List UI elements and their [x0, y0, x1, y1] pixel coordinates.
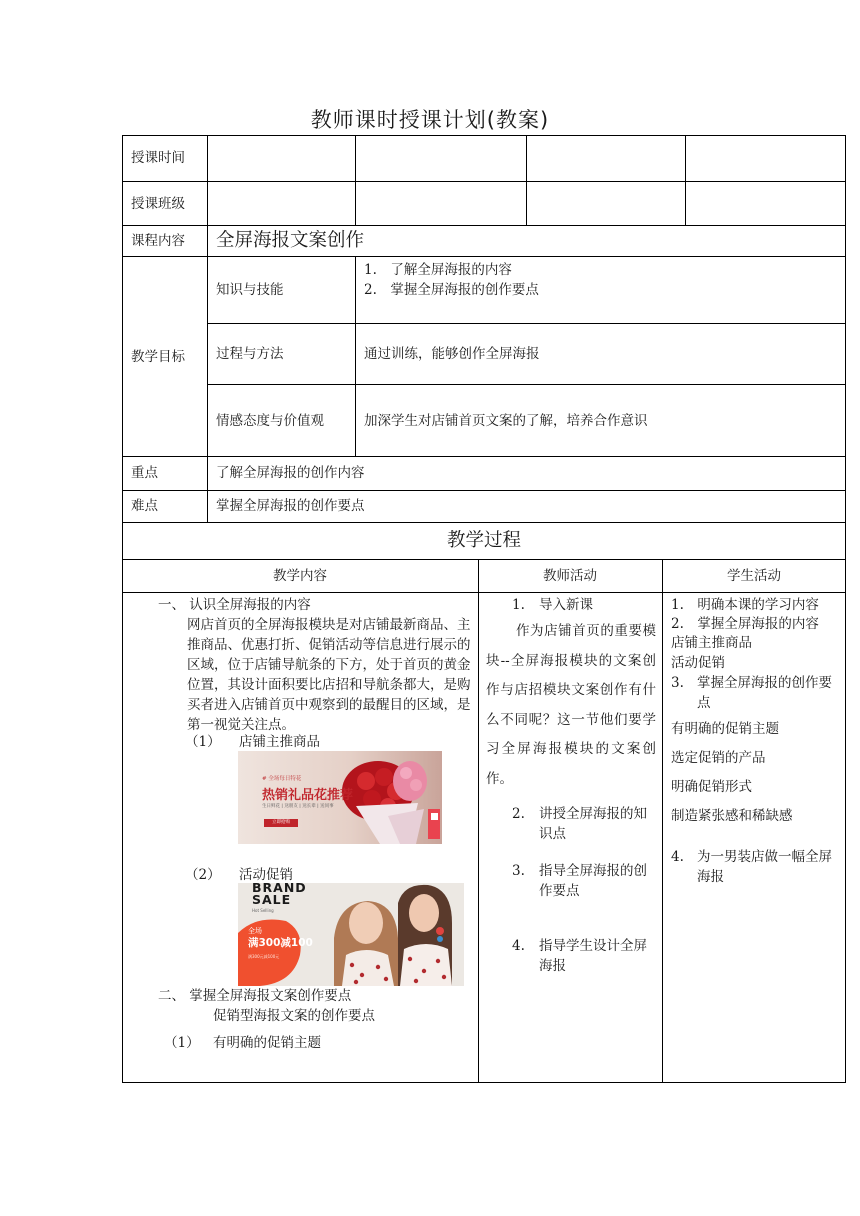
teacher-3-number: 3.	[512, 863, 525, 879]
student-item-8-text: 为一男装店做一幅全屏海报	[697, 849, 832, 885]
promo2-badge-line1: 全场	[248, 927, 262, 935]
student-item-5: 选定促销的产品	[671, 750, 766, 766]
student-item-7: 制造紧张感和稀缺感	[671, 808, 793, 824]
teacher-1-paragraph: 作为店铺首页的重要模块--全屏海报模块的文案创作与店招模块文案创作有什么不同呢？这一节他们要学习全屏海报模块的文案创作。	[486, 623, 656, 787]
promo1-sub: 生日鲜花 | 送朋友 | 送长辈 | 送同事	[262, 804, 334, 809]
page-title: 教师课时授课计划(教案)	[310, 108, 550, 132]
section-2-item-number: （1）	[164, 1035, 200, 1051]
key-value: 了解全屏海报的创作内容	[216, 465, 365, 481]
content-label: 课程内容	[131, 233, 185, 249]
student-item-3-text: 掌握全屏海报的创作要点	[697, 675, 832, 711]
col-divider	[526, 135, 527, 225]
teacher-1-text: 导入新课	[539, 597, 593, 613]
promo1-button: 立即抢购	[264, 819, 298, 827]
student-item-2: 2. 掌握全屏海报的内容	[671, 616, 819, 632]
student-item-1: 1. 明确本课的学习内容	[671, 597, 819, 613]
col-divider	[355, 135, 356, 225]
student-item-2b: 店铺主推商品	[671, 635, 752, 651]
knowledge-item-1: 1. 了解全屏海报的内容	[364, 262, 512, 278]
section-2-subtitle: 促销型海报文案的创作要点	[213, 1008, 375, 1024]
item-1-text: 店铺主推商品	[239, 734, 320, 750]
process-label: 过程与方法	[216, 346, 284, 362]
key-label: 重点	[131, 465, 158, 481]
knowledge-item-2: 2. 掌握全屏海报的创作要点	[364, 282, 539, 298]
item-2-number: （2）	[185, 867, 221, 883]
section-2-item-text: 有明确的促销主题	[213, 1035, 321, 1051]
knowledge-label: 知识与技能	[216, 282, 284, 298]
row-divider	[207, 384, 846, 385]
row-divider	[122, 225, 846, 226]
student-item-4: 有明确的促销主题	[671, 721, 779, 737]
row-divider	[207, 323, 846, 324]
section-1-title: 一、 认识全屏海报的内容	[158, 597, 311, 613]
col-divider	[207, 135, 208, 522]
col-divider	[355, 256, 356, 456]
difficulty-value: 掌握全屏海报的创作要点	[216, 498, 365, 514]
student-item-6: 明确促销形式	[671, 779, 752, 795]
teacher-3-text: 指导全屏海报的创作要点	[539, 863, 647, 899]
student-item-2c: 活动促销	[671, 655, 725, 671]
row-divider	[122, 181, 846, 182]
col-header-content: 教学内容	[273, 568, 327, 584]
row-divider	[122, 490, 846, 491]
process-heading: 教学过程	[446, 530, 521, 551]
teacher-2-number: 2.	[512, 806, 525, 822]
item-2-text: 活动促销	[239, 867, 293, 883]
row-divider	[122, 256, 846, 257]
promo-image-flowers	[238, 751, 442, 844]
promo2-brand: BRAND	[252, 883, 307, 895]
col-header-teacher: 教师活动	[543, 568, 597, 584]
promo-image-fashion	[238, 883, 464, 986]
promo1-headline: 热销礼品花推荐	[262, 788, 354, 803]
student-item-3-number: 3.	[671, 675, 684, 691]
section-2-title: 二、 掌握全屏海报文案创作要点	[158, 988, 352, 1004]
promo2-sale: SALE	[252, 892, 292, 907]
promo2-fine: 满300元减100元	[248, 954, 280, 959]
row-divider	[122, 456, 846, 457]
promo2-badge-line2: 满300减100	[248, 937, 313, 949]
section-1-paragraph: 网店首页的全屏海报模块是对店铺最新商品、主推商品、优惠打折、促销活动等信息进行展示的区域，位于店铺导航条的下方，处于首页的黄金位置，其设计面积要比店招和导航条都大，是购买者进入店铺首页中观察到的最醒目的区域，是第一视觉关注点。	[187, 617, 471, 733]
emotion-value: 加深学生对店铺首页文案的了解，培养合作意识	[364, 413, 648, 429]
process-value: 通过训练，能够创作全屏海报	[364, 346, 540, 362]
teacher-2-text: 讲授全屏海报的知识点	[539, 806, 647, 842]
promo1-tag: # 全场每日特花	[262, 776, 302, 782]
col-divider	[662, 559, 663, 1083]
content-value: 全屏海报文案创作	[216, 230, 365, 251]
row-divider	[122, 522, 846, 523]
teacher-1-number: 1.	[512, 597, 525, 613]
col-divider	[478, 559, 479, 1083]
promo2-small: Hot Selling	[252, 908, 274, 913]
goals-label: 教学目标	[131, 349, 185, 365]
student-item-8-number: 4.	[671, 849, 684, 865]
row-divider	[122, 592, 846, 593]
teacher-4-number: 4.	[512, 938, 525, 954]
difficulty-label: 难点	[131, 498, 158, 514]
time-label: 授课时间	[131, 150, 185, 166]
col-divider	[685, 135, 686, 225]
row-divider	[122, 559, 846, 560]
col-header-student: 学生活动	[727, 568, 781, 584]
class-label: 授课班级	[131, 196, 185, 212]
emotion-label: 情感态度与价值观	[216, 413, 324, 429]
teacher-4-text: 指导学生设计全屏海报	[539, 938, 647, 974]
item-1-number: （1）	[185, 734, 221, 750]
